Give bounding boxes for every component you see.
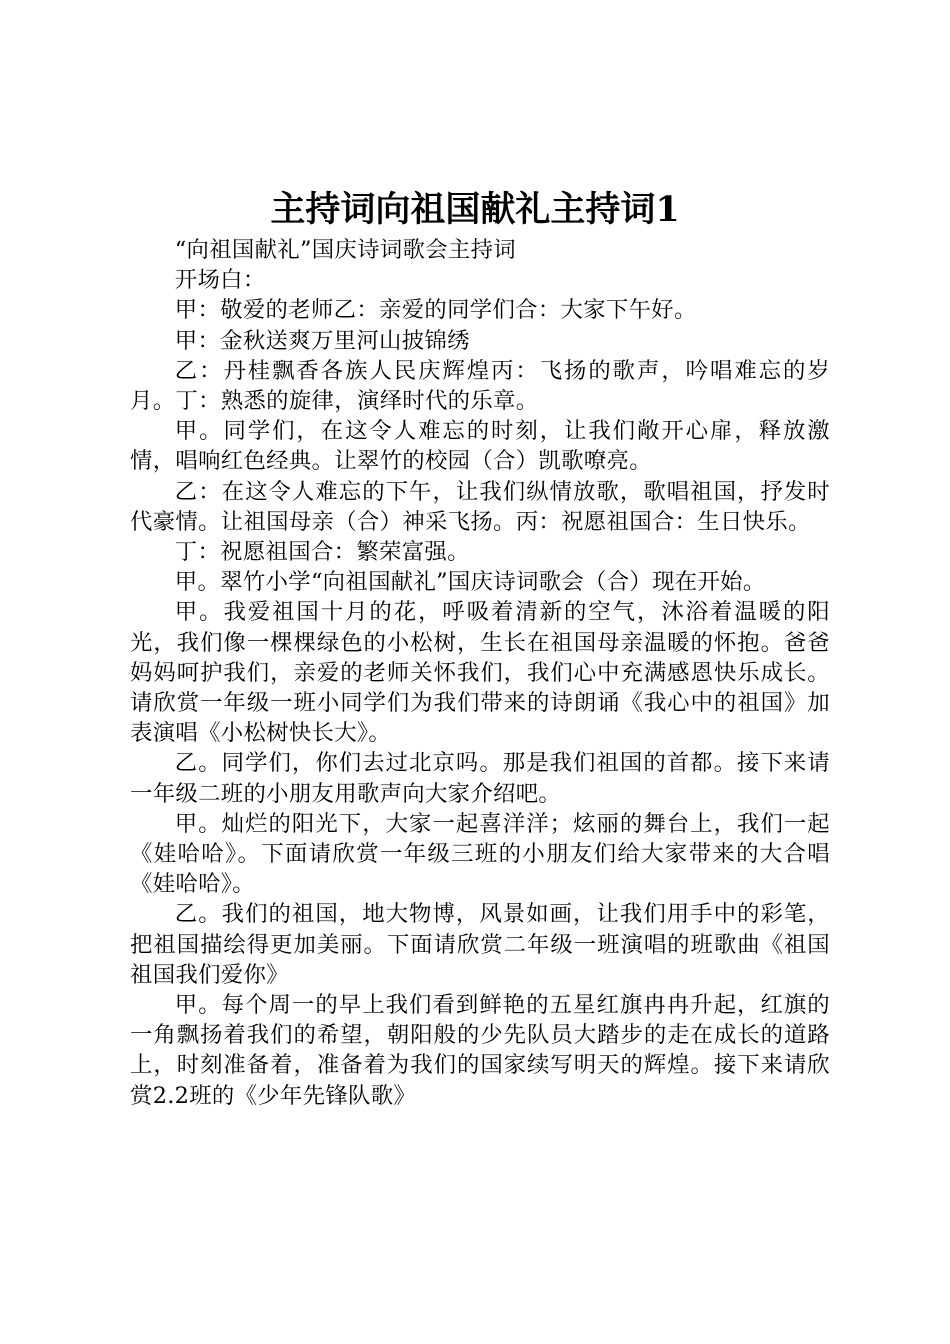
paragraph: 甲。每个周一的早上我们看到鲜艳的五星红旗冉冉升起，红旗的一角飘扬着我们的希望，朝阳般的少先队员大踏步的走在成长的道路上，时刻准备着，准备着为我们的国家续写明天的辉煌。接下来请欣赏2.2班的《少年先锋队歌》	[130, 992, 830, 1109]
paragraph: 甲。我爱祖国十月的花，呼吸着清新的空气，沐浴着温暖的阳光，我们像一棵棵绿色的小松树，生长在祖国母亲温暖的怀抱。爸爸妈妈呵护我们，亲爱的老师关怀我们，我们心中充满感恩快乐成长。请欣赏一年级一班小同学们为我们带来的诗朗诵《我心中的祖国》加表演唱《小松树快长大》。	[130, 599, 830, 747]
paragraph: 开场白：	[174, 267, 266, 294]
paragraph: 甲。灿烂的阳光下，大家一起喜洋洋；炫丽的舞台上，我们一起《娃哈哈》。下面请欣赏一年级三班的小朋友们给大家带来的大合唱《娃哈哈》。	[130, 810, 830, 898]
paragraph: 丁：祝愿祖国合：繁荣富强。	[174, 539, 470, 566]
document-title: 主持词向祖国献礼主持词1	[270, 189, 680, 230]
paragraph: 甲：金秋送爽万里河山披锦绣	[174, 327, 470, 354]
paragraph: 甲。同学们，在这令人难忘的时刻，让我们敞开心扉，释放激情，唱响红色经典。让翠竹的校园（合）凯歌嘹亮。	[130, 418, 830, 475]
paragraph: 甲：敬爱的老师乙：亲爱的同学们合：大家下午好。	[174, 297, 697, 324]
paragraph: 乙。我们的祖国，地大物博，风景如画，让我们用手中的彩笔，把祖国描绘得更加美丽。下面请欣赏二年级一班演唱的班歌曲《祖国祖国我们爱你》	[130, 901, 830, 988]
paragraph: 乙。同学们，你们去过北京吗。那是我们祖国的首都。接下来请一年级二班的小朋友用歌声向大家介绍吧。	[130, 750, 830, 807]
paragraph: 甲。翠竹小学“向祖国献礼”国庆诗词歌会（合）现在开始。	[174, 569, 766, 596]
paragraph: “向祖国献礼”国庆诗词歌会主持词	[174, 237, 516, 263]
paragraph: 乙：丹桂飘香各族人民庆辉煌丙：飞扬的歌声，吟唱难忘的岁月。丁：熟悉的旋律，演绎时代的乐章。	[130, 357, 830, 415]
paragraph: 乙：在这令人难忘的下午，让我们纵情放歌，歌唱祖国，抒发时代豪情。让祖国母亲（合）神采飞扬。丙：祝愿祖国合：生日快乐。	[130, 478, 830, 535]
document-body	[130, 235, 830, 1111]
